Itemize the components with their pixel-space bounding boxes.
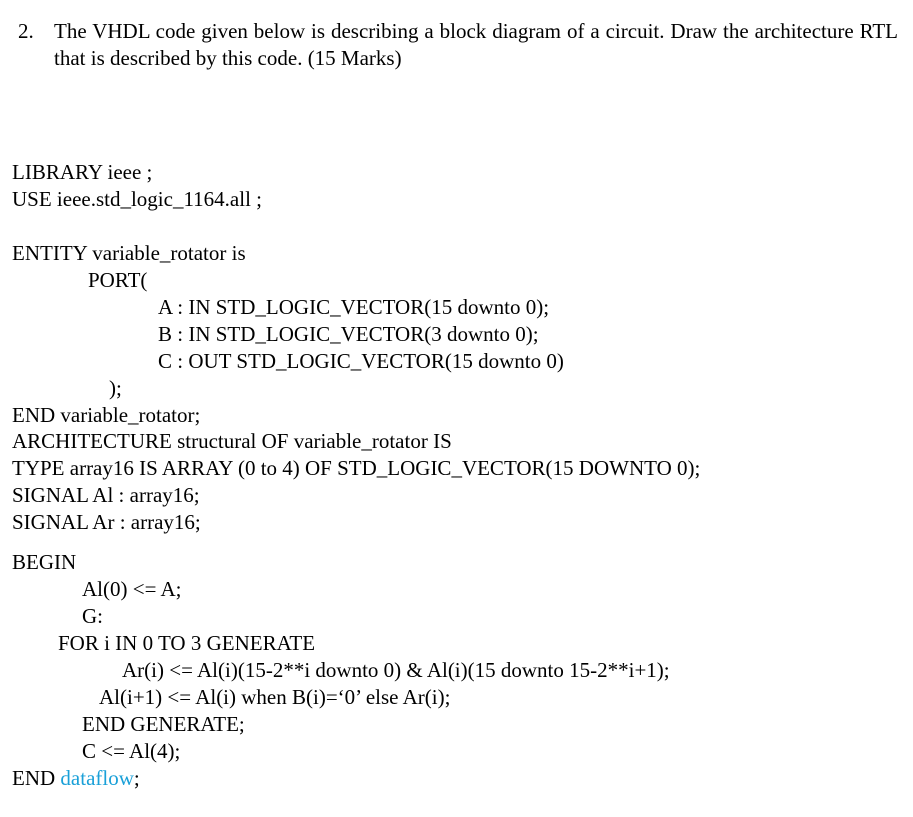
code-line-port-a: A : IN STD_LOGIC_VECTOR(15 downto 0); — [158, 295, 550, 319]
code-line-library: LIBRARY ieee ; — [12, 160, 153, 184]
code-line-end-generate: END GENERATE; — [82, 712, 245, 736]
code-line-architecture: ARCHITECTURE structural OF variable_rotator IS — [12, 429, 452, 453]
code-line-ar-assign: Ar(i) <= Al(i)(15-2**i downto 0) & Al(i)(15 downto 15-2**i+1); — [122, 658, 670, 682]
code-line-signal-al: SIGNAL Al : array16; — [12, 483, 200, 507]
question-block — [18, 18, 898, 72]
code-line-port-b: B : IN STD_LOGIC_VECTOR(3 downto 0); — [158, 322, 539, 346]
code-line-port-close: ); — [109, 376, 122, 400]
code-line-c-assign: C <= Al(4); — [82, 739, 181, 763]
code-line-use: USE ieee.std_logic_1164.all ; — [12, 187, 263, 211]
code-line-entity: ENTITY variable_rotator is — [12, 241, 246, 265]
code-line-generate-label: G: — [82, 604, 103, 628]
code-line-port-c: C : OUT STD_LOGIC_VECTOR(15 downto 0) — [158, 349, 564, 373]
end-semicolon: ; — [133, 766, 140, 790]
code-line-type: TYPE array16 IS ARRAY (0 to 4) OF STD_LOGIC_VECTOR(15 DOWNTO 0); — [12, 456, 701, 480]
code-line-al-next-assign: Al(i+1) <= Al(i) when B(i)=‘0’ else Ar(i); — [99, 685, 451, 709]
end-architecture-name: dataflow — [60, 766, 134, 790]
code-line-end-architecture — [12, 765, 140, 792]
code-line-for-generate: FOR i IN 0 TO 3 GENERATE — [58, 631, 316, 655]
code-line-signal-ar: SIGNAL Ar : array16; — [12, 510, 201, 534]
code-line-al0-assign: Al(0) <= A; — [82, 577, 182, 601]
code-line-end-entity: END variable_rotator; — [12, 403, 201, 427]
question-number: 2. — [18, 19, 34, 43]
code-line-begin: BEGIN — [12, 550, 77, 574]
end-keyword: END — [12, 766, 61, 790]
code-line-port: PORT( — [88, 268, 148, 292]
question-text: The VHDL code given below is describing a block diagram of a circuit. Draw the architecture RTL that is described by this code. (15 Marks) — [54, 19, 898, 70]
